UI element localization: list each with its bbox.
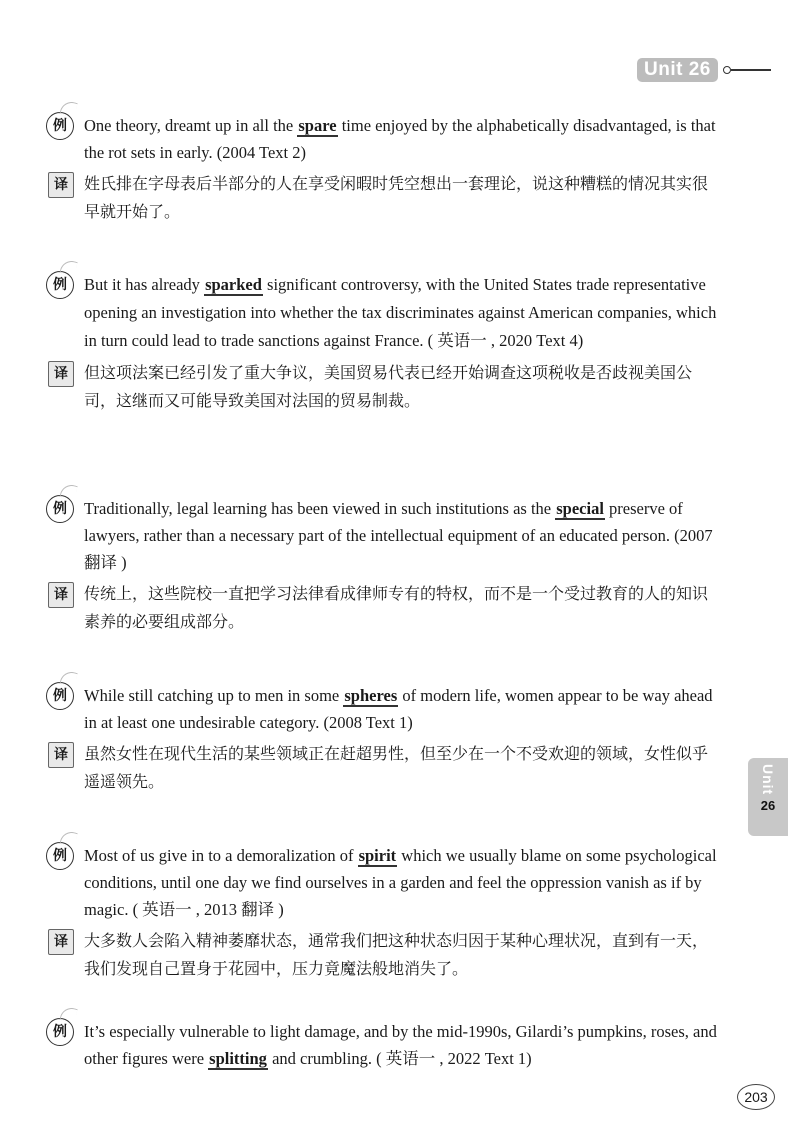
sentence-text: Traditionally, legal learning has been viewed in such institutions as the (84, 499, 556, 518)
translation-icon: 译 (48, 172, 74, 198)
header-dot-icon (723, 66, 731, 74)
example-sentence (0, 495, 800, 576)
example-sentence (0, 1018, 800, 1072)
translation (0, 170, 800, 226)
keyword: special (556, 499, 604, 518)
keyword: spirit (358, 846, 397, 865)
keyword: sparked (205, 275, 262, 294)
translation-icon: 译 (48, 742, 74, 768)
sentence-text: One theory, dreamt up in all the (84, 116, 298, 135)
sentence-text: significant controversy, with the United States trade representative opening an investigation into whether the tax discriminates against American companies, which in turn could lead to trade sanctions against France. ( 英语一 , 2020 Text 4) (84, 275, 717, 350)
example-icon: 例 (46, 271, 74, 299)
example-entry (0, 271, 800, 415)
example-sentence (0, 112, 800, 166)
example-entry (0, 682, 800, 796)
unit-header (637, 58, 771, 82)
translation-icon: 译 (48, 361, 74, 387)
translation-text: 姓氏排在字母表后半部分的人在享受闲暇时凭空想出一套理论，说这种糟糕的情况其实很早就开始了。 (84, 174, 709, 221)
keyword: spare (298, 116, 337, 135)
example-entry (0, 112, 800, 226)
example-icon: 例 (46, 842, 74, 870)
sentence-text: But it has already (84, 275, 205, 294)
translation-text: 虽然女性在现代生活的某些领域正在赶超男性，但至少在一个不受欢迎的领域，女性似乎遥遥领先。 (84, 744, 709, 791)
example-icon: 例 (46, 1018, 74, 1046)
translation (0, 740, 800, 796)
keyword: spheres (344, 686, 398, 705)
keyword: splitting (209, 1049, 267, 1068)
sentence-text: Most of us give in to a demoralization of (84, 846, 358, 865)
sentence-text: While still catching up to men in some (84, 686, 344, 705)
translation-icon: 译 (48, 929, 74, 955)
translation (0, 580, 800, 636)
sentence-text: time enjoyed by the alphabetically disadvantaged, is that the rot sets in early. (2004 Text 2) (84, 116, 716, 162)
translation-icon: 译 (48, 582, 74, 608)
example-entry (0, 495, 800, 636)
translation (0, 359, 800, 415)
translation-text: 大多数人会陷入精神萎靡状态，通常我们把这种状态归因于某种心理状况，直到有一天，我们发现自己置身于花园中，压力竟魔法般地消失了。 (84, 931, 709, 978)
example-entry (0, 842, 800, 983)
example-icon: 例 (46, 495, 74, 523)
example-icon: 例 (46, 682, 74, 710)
page-number: 203 (737, 1084, 775, 1110)
sentence-text: of modern life, women appear to be way ahead in at least one undesirable category. (2008 Text 1) (84, 686, 713, 732)
translation-text: 但这项法案已经引发了重大争议，美国贸易代表已经开始调查这项税收是否歧视美国公司，这继而又可能导致美国对法国的贸易制裁。 (84, 363, 693, 410)
example-entry (0, 1018, 800, 1072)
example-sentence (0, 842, 800, 923)
sentence-text: and crumbling. ( 英语一 , 2022 Text 1) (267, 1049, 532, 1068)
unit-label: Unit 26 (637, 58, 718, 82)
example-sentence (0, 682, 800, 736)
example-sentence (0, 271, 800, 355)
sentence-text: preserve of lawyers, rather than a necessary part of the intellectual equipment of an educated person. (2007 翻译 ) (84, 499, 713, 572)
side-tab-unit-number: 26 (760, 798, 776, 814)
translation-text: 传统上，这些院校一直把学习法律看成律师专有的特权，而不是一个受过教育的人的知识素养的必要组成部分。 (84, 584, 709, 631)
side-tab-unit-word: Unit (760, 764, 776, 796)
header-rule (731, 69, 771, 71)
example-icon: 例 (46, 112, 74, 140)
sentence-text: It’s especially vulnerable to light damage, and by the mid-1990s, Gilardi’s pumpkins, roses, and other figures were (84, 1022, 717, 1068)
translation (0, 927, 800, 983)
sentence-text: which we usually blame on some psychological conditions, until one day we find ourselves in a garden and feel the oppression vanish as if by magic. ( 英语一 , 2013 翻译 ) (84, 846, 717, 919)
